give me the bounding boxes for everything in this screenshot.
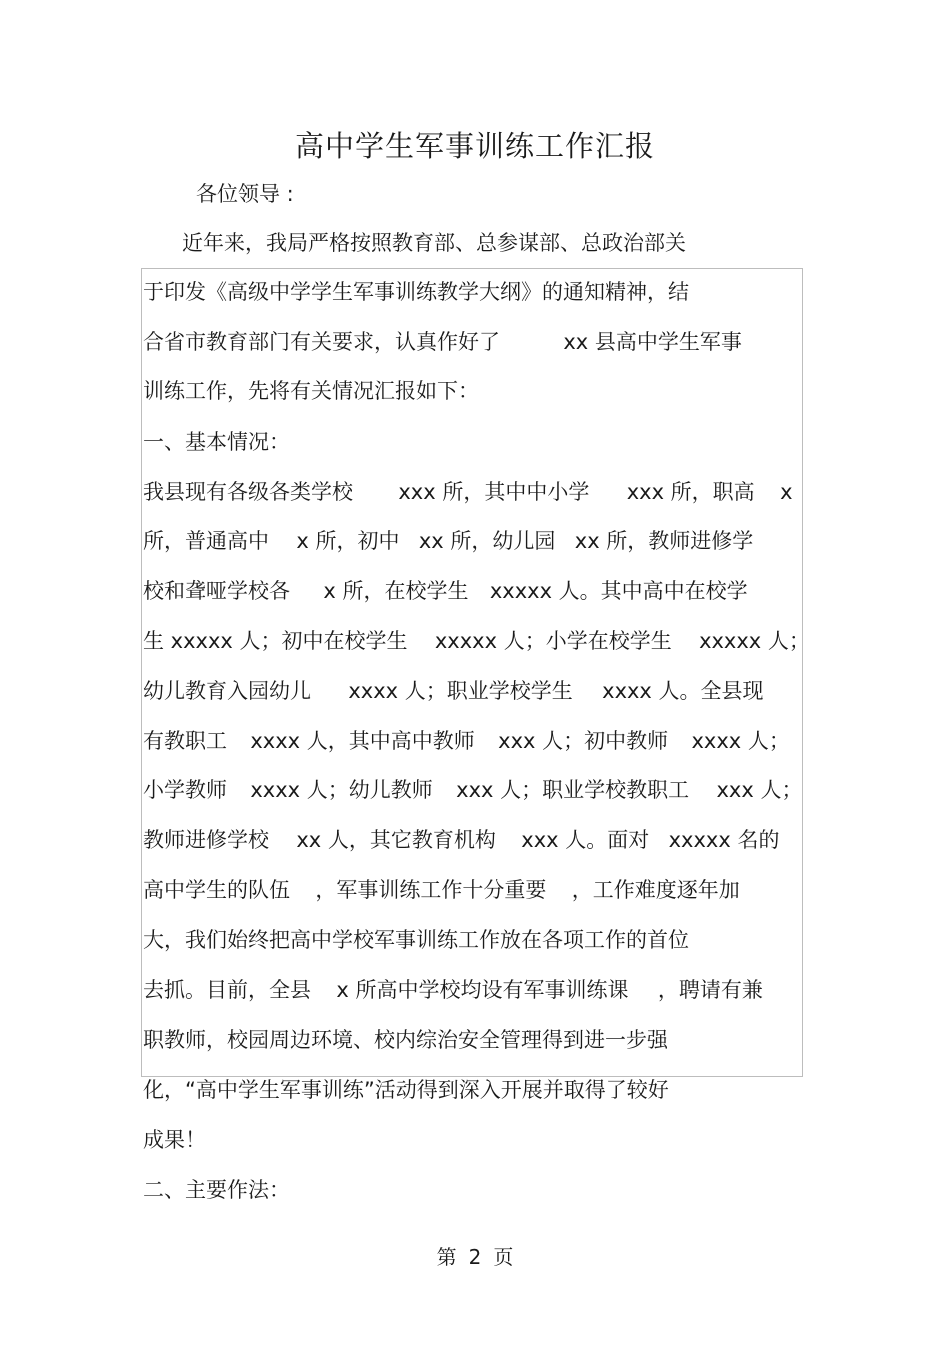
text-segment: 所，普通高中 bbox=[143, 529, 269, 553]
text-segment: xx 人，其它教育机构 bbox=[296, 828, 496, 852]
paragraph-line bbox=[143, 876, 740, 904]
text-segment: 高中学生的队伍 bbox=[143, 878, 290, 902]
text-segment: xxx 所，职高 bbox=[626, 480, 755, 504]
text-segment: 合省市教育部门有关要求，认真作好了 bbox=[143, 330, 500, 354]
text-segment: xxxx 人，其中高中教师 bbox=[250, 729, 475, 753]
text-segment: ，工作难度逐年加 bbox=[571, 878, 740, 902]
text-segment: xxxx 人； bbox=[691, 729, 790, 753]
text-segment: x 所，初中 bbox=[296, 529, 400, 553]
paragraph-line: 于印发《高级中学学生军事训练教学大纲》的通知精神，结 bbox=[143, 280, 689, 304]
text-segment: x 所，在校学生 bbox=[323, 579, 469, 603]
salutation: 各位领导 : bbox=[196, 182, 294, 206]
text-segment: 生 xxxxx 人；初中在校学生 bbox=[143, 629, 408, 653]
text-segment: xx 县高中学生军事 bbox=[563, 330, 742, 354]
text-segment: ，军事训练工作十分重要 bbox=[315, 878, 547, 902]
paragraph-line: 大，我们始终把高中学校军事训练工作放在各项工作的首位 bbox=[143, 928, 689, 952]
paragraph-line bbox=[143, 527, 753, 555]
document-title: 高中学生军事训练工作汇报 bbox=[294, 129, 655, 163]
text-segment: x bbox=[780, 480, 793, 504]
text-segment: xx 所，幼儿园 bbox=[418, 529, 556, 553]
text-segment: xxxx 人；职业学校学生 bbox=[348, 679, 573, 703]
paragraph-line bbox=[143, 776, 802, 804]
text-segment: 我县现有各级各类学校 bbox=[143, 480, 353, 504]
paragraph-line bbox=[143, 976, 763, 1004]
paragraph-line: 近年来，我局严格按照教育部、总参谋部、总政治部关 bbox=[182, 231, 686, 255]
paragraph-line: 训练工作，先将有关情况汇报如下： bbox=[143, 379, 479, 403]
text-segment: xx 所，教师进修学 bbox=[574, 529, 754, 553]
paragraph-line bbox=[143, 826, 779, 854]
page-suffix: 页 bbox=[493, 1245, 514, 1269]
paragraph-line bbox=[143, 577, 748, 605]
paragraph-line: 职教师，校园周边环境、校内综治安全管理得到进一步强 bbox=[143, 1028, 668, 1052]
text-segment: xxx 人。面对 bbox=[521, 828, 650, 852]
page-number: 2 bbox=[468, 1245, 482, 1269]
text-segment: xxxx 人。全县现 bbox=[602, 679, 764, 703]
text-segment: x 所高中学校均设有军事训练课 bbox=[336, 978, 629, 1002]
paragraph-line bbox=[143, 727, 790, 755]
text-segment: xxx 人；职业学校教职工 bbox=[456, 778, 690, 802]
text-segment: 幼儿教育入园幼儿 bbox=[143, 679, 311, 703]
text-segment: 小学教师 bbox=[143, 778, 227, 802]
page-prefix: 第 bbox=[436, 1245, 457, 1269]
text-segment: 教师进修学校 bbox=[143, 828, 269, 852]
text-segment: xxxxx 人； bbox=[699, 629, 810, 653]
paragraph-line: 成果！ bbox=[143, 1128, 206, 1152]
paragraph-line bbox=[143, 627, 810, 655]
text-segment: xxx 人； bbox=[716, 778, 803, 802]
paragraph-line bbox=[143, 328, 742, 356]
text-segment: ，聘请有兼 bbox=[657, 978, 763, 1002]
text-segment: 去抓。目前，全县 bbox=[143, 978, 311, 1002]
section-heading: 一、基本情况： bbox=[143, 430, 290, 454]
paragraph-line bbox=[143, 478, 793, 506]
text-segment: xxxxx 人。其中高中在校学 bbox=[489, 579, 748, 603]
text-segment: 有教职工 bbox=[143, 729, 227, 753]
paragraph-line: 化，“高中学生军事训练”活动得到深入开展并取得了较好 bbox=[143, 1078, 669, 1102]
page-footer bbox=[0, 1241, 950, 1270]
text-segment: xxxxx 人；小学在校学生 bbox=[434, 629, 672, 653]
text-segment: xxx 所，其中中小学 bbox=[398, 480, 590, 504]
text-segment: xxx 人；初中教师 bbox=[498, 729, 669, 753]
text-segment: xxxx 人；幼儿教师 bbox=[250, 778, 433, 802]
section-heading: 二、主要作法： bbox=[143, 1178, 290, 1202]
text-segment: 校和聋哑学校各 bbox=[143, 579, 290, 603]
text-segment: xxxxx 名的 bbox=[668, 828, 780, 852]
paragraph-line bbox=[143, 677, 764, 705]
